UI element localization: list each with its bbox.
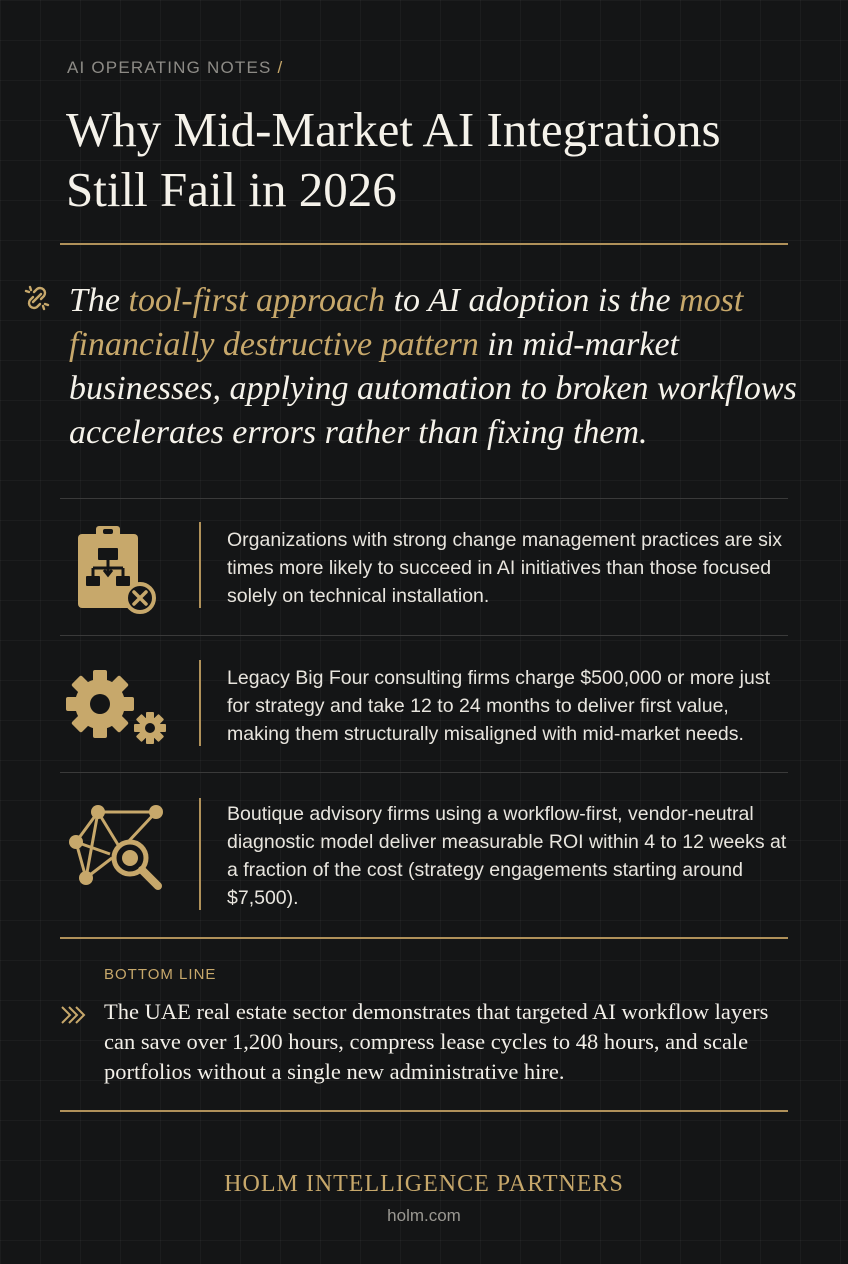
- gears-icon: [62, 660, 172, 770]
- point-1-text: Organizations with strong change management practices are six times more likely to succeed in AI initiatives than those focused solely on technical installation.: [227, 529, 782, 607]
- brand-name: HOLM INTELLIGENCE PARTNERS: [224, 1171, 624, 1197]
- point-1-rule: [199, 522, 201, 608]
- clipboard-workflow-icon: [62, 520, 172, 630]
- bottom-line-text: The UAE real estate sector demonstrates that targeted AI workflow layers can save over 1,200 hours, compress lease cycles to 48 hours, and scale portfolios without a single new administrative hire.: [104, 999, 769, 1084]
- section-divider: [60, 635, 788, 636]
- point-2-rule: [199, 660, 201, 746]
- page-title: Why Mid-Market AI Integrations Still Fail in 2026: [66, 102, 721, 217]
- section-divider: [60, 498, 788, 499]
- title-divider: [60, 243, 788, 245]
- link-icon: [22, 283, 52, 313]
- quote-segment: to AI adoption is the: [385, 282, 680, 319]
- website-link[interactable]: holm.com: [387, 1206, 461, 1225]
- bottom-line-label: BOTTOM LINE: [104, 966, 217, 983]
- eyebrow: [67, 58, 283, 78]
- chevrons-right-icon: [60, 1004, 90, 1026]
- quote-highlight: tool-first approach: [128, 282, 386, 319]
- quote-segment: The: [69, 282, 129, 319]
- key-quote: [69, 279, 809, 455]
- point-3-rule: [199, 798, 201, 910]
- bottom-line-top-divider: [60, 937, 788, 939]
- quote-segment: in mid-market businesses, applying automation to broken workflows accelerates errors rather than fixing them.: [69, 326, 797, 451]
- network-search-icon: [62, 798, 172, 908]
- bottom-line-bottom-divider: [60, 1110, 788, 1112]
- section-divider: [60, 772, 788, 773]
- quote-highlight: most financially destructive pattern: [69, 282, 744, 363]
- eyebrow-separator: /: [277, 58, 284, 77]
- point-3-text: Boutique advisory firms using a workflow-first, vendor-neutral diagnostic model deliver measurable ROI within 4 to 12 weeks at a fraction of the cost (strategy engagements starting around $7,500).: [227, 803, 787, 909]
- eyebrow-text: AI OPERATING NOTES: [67, 58, 272, 77]
- point-2-text: Legacy Big Four consulting firms charge $500,000 or more just for strategy and take 12 to 24 months to deliver first value, making them structurally misaligned with mid-market needs.: [227, 667, 771, 745]
